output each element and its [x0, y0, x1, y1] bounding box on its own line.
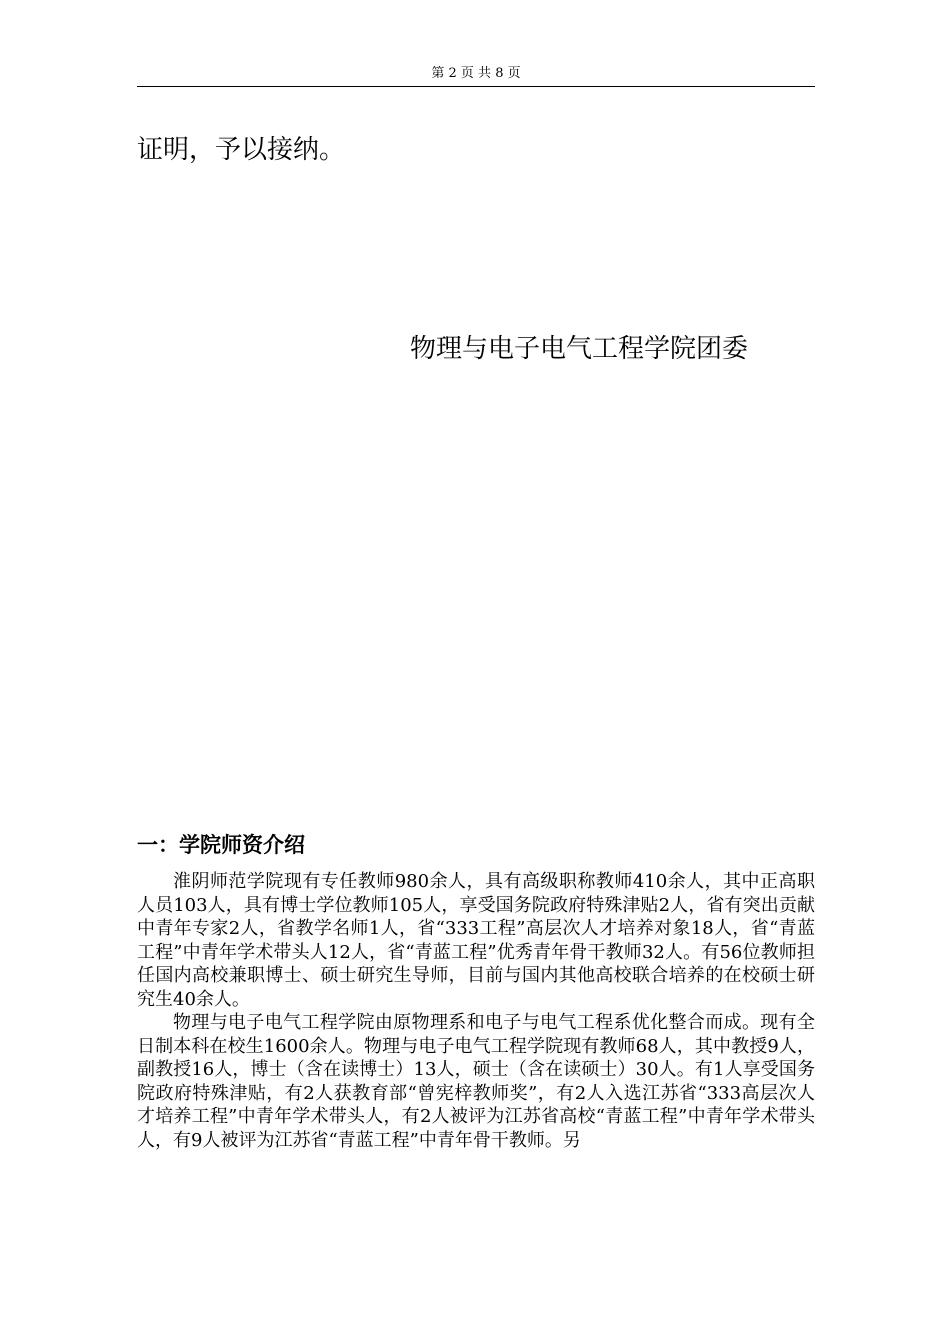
section-body	[137, 870, 815, 1152]
closing-line: 证明，予以接纳。	[137, 135, 346, 165]
page-number-label: 第 2 页 共 8 页	[431, 66, 521, 81]
section-heading: 一：学院师资介绍	[137, 833, 305, 857]
paragraph: 物理与电子电气工程学院由原物理系和电子与电气工程系优化整合而成。现有全日制本科在校生1600余人。物理与电子电气工程学院现有教师68人，其中教授9人，副教授16人，博士（含在读博士）13人，硕士（含在读硕士）30人。有1人享受国务院政府特殊津贴，有2人获教育部“曾宪梓教师奖”，有2人入选江苏省“333高层次人才培养工程”中青年学术带头人，有2人被评为江苏省高校“青蓝工程”中青年学术带头人，有9人被评为江苏省“青蓝工程”中青年骨干教师。另	[137, 1012, 815, 1151]
paragraph: 淮阴师范学院现有专任教师980余人，具有高级职称教师410余人，其中正高职人员103人，具有博士学位教师105人，享受国务院政府特殊津贴2人，省有突出贡献中青年专家2人，省教学名师1人，省“333工程”高层次人才培养对象18人，省“青蓝工程”中青年学术带头人12人，省“青蓝工程”优秀青年骨干教师32人。有56位教师担任国内高校兼职博士、硕士研究生导师，目前与国内其他高校联合培养的在校硕士研究生40余人。	[137, 871, 815, 1010]
signature-line: 物理与电子电气工程学院团委	[410, 334, 749, 364]
page-header	[137, 64, 815, 87]
